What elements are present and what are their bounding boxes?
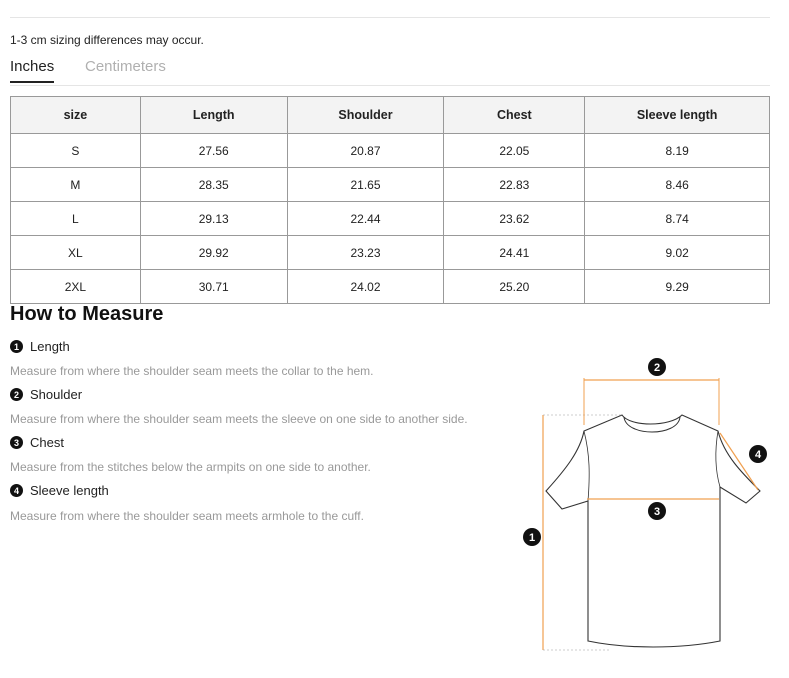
top-divider	[10, 17, 770, 18]
table-row	[11, 236, 770, 270]
measure-item-label: Shoulder	[30, 387, 83, 402]
measure-item-label: Chest	[30, 435, 64, 450]
tshirt-outline-icon	[546, 415, 760, 647]
column-header: Chest	[444, 97, 585, 134]
marker-3-icon	[648, 502, 666, 520]
measure-item-description: Measure from the stitches below the armpits on one side to another.	[10, 460, 371, 474]
table-row	[11, 270, 770, 304]
marker-4-icon	[749, 445, 767, 463]
column-header: size	[11, 97, 141, 134]
measure-item-sleeve-length	[10, 483, 109, 498]
column-header: Shoulder	[287, 97, 444, 134]
table-cell: 27.56	[140, 134, 287, 168]
measure-item-description: Measure from where the shoulder seam meets armhole to the cuff.	[10, 509, 364, 523]
table-cell: 24.41	[444, 236, 585, 270]
number-3-icon: 3	[10, 436, 23, 449]
table-header-row	[11, 97, 770, 134]
size-table	[10, 96, 770, 304]
measure-item-length	[10, 339, 70, 354]
table-cell: 25.20	[444, 270, 585, 304]
svg-text:2: 2	[653, 362, 661, 374]
table-cell: 30.71	[140, 270, 287, 304]
marker-1-icon	[523, 528, 541, 546]
column-header: Length	[140, 97, 287, 134]
sizing-note: 1-3 cm sizing differences may occur.	[10, 33, 204, 47]
column-header: Sleeve length	[585, 97, 770, 134]
measure-item-description: Measure from where the shoulder seam meets the collar to the hem.	[10, 364, 374, 378]
table-row	[11, 202, 770, 236]
table-cell: 29.92	[140, 236, 287, 270]
table-cell: 20.87	[287, 134, 444, 168]
svg-text:4: 4	[754, 449, 762, 461]
table-cell: 22.44	[287, 202, 444, 236]
how-to-measure-heading: How to Measure	[10, 303, 164, 325]
svg-text:1: 1	[528, 532, 536, 544]
table-row	[11, 134, 770, 168]
unit-tabs	[10, 58, 770, 86]
table-row	[11, 168, 770, 202]
table-cell: 24.02	[287, 270, 444, 304]
table-cell: 22.05	[444, 134, 585, 168]
measure-item-label: Sleeve length	[30, 483, 109, 498]
tshirt-diagram	[510, 345, 770, 655]
table-cell: 8.19	[585, 134, 770, 168]
table-cell: S	[11, 134, 141, 168]
table-cell: XL	[11, 236, 141, 270]
tab-centimeters[interactable]: Centimeters	[85, 58, 166, 75]
svg-text:3: 3	[653, 506, 661, 518]
table-cell: 23.62	[444, 202, 585, 236]
number-4-icon: 4	[10, 484, 23, 497]
table-cell: 8.74	[585, 202, 770, 236]
table-cell: 22.83	[444, 168, 585, 202]
measure-item-chest	[10, 435, 64, 450]
table-cell: L	[11, 202, 141, 236]
table-cell: 9.29	[585, 270, 770, 304]
table-cell: 2XL	[11, 270, 141, 304]
tab-inches[interactable]: Inches	[10, 58, 54, 83]
table-cell: 29.13	[140, 202, 287, 236]
measure-item-label: Length	[30, 339, 70, 354]
table-cell: 28.35	[140, 168, 287, 202]
table-cell: 21.65	[287, 168, 444, 202]
measure-item-shoulder	[10, 387, 82, 402]
measure-item-description: Measure from where the shoulder seam meets the sleeve on one side to another side.	[10, 412, 468, 426]
table-cell: 8.46	[585, 168, 770, 202]
number-2-icon: 2	[10, 388, 23, 401]
table-cell: M	[11, 168, 141, 202]
table-cell: 9.02	[585, 236, 770, 270]
number-1-icon: 1	[10, 340, 23, 353]
table-cell: 23.23	[287, 236, 444, 270]
marker-2-icon	[648, 358, 666, 376]
